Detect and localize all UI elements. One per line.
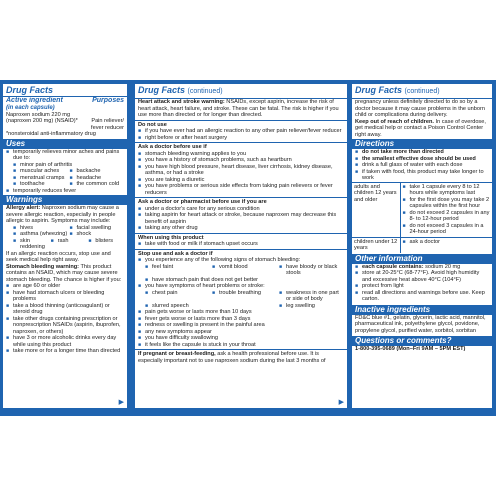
heart-sign: slurred speech [152,302,189,309]
allergy-label: Allergy alert: [6,205,41,211]
divider [135,249,347,250]
bullet-icon: ■ [138,341,142,348]
bullet-icon: ■ [6,315,10,322]
bullet-icon: ■ [13,181,17,187]
direction-item: the smallest effective dose should be used [362,155,476,162]
use-item: menstrual cramps [20,174,65,181]
stop-sign: feel faint [152,263,174,270]
do-not-use-item: right before or after heart surgery [145,134,228,141]
heart-sign: chest pain [152,289,178,296]
uses-intro: temporarily relieves minor aches and pains due to: [13,148,120,161]
bullet-icon: ■ [6,348,10,354]
dir-child-item: ask a doctor [409,238,440,245]
heart-sign: weakness in one part or side of body [286,289,339,302]
direction-item: drink a full glass of water with each dose [362,162,463,168]
when-using-item: take with food or milk if stomach upset occurs [145,241,258,247]
pregnancy-continued: pregnancy unless definitely directed to do so by a doctor because it may cause problems in the unborn child or complications during delivery. [355,99,485,118]
direction-item: do not take more than directed [362,149,444,155]
uses-fever: temporarily reduces fever [13,187,77,194]
bullet-icon: ■ [138,241,142,247]
allergy-item: facial swelling [76,224,112,231]
pregnancy-text: ask a health professional before use. It is especially important not to use naproxen sodium during the last 3 months of [138,351,326,364]
purpose-line1: Pain reliever/ [91,118,124,124]
other-info-title: Other information [352,254,492,264]
other-item: each capsule contains: [362,263,424,270]
stop-use-heading: Stop use and ask a doctor if [138,250,213,257]
use-item: minor pain of arthritis [20,161,73,168]
bullet-icon: ■ [6,335,10,341]
bullet-icon: ■ [402,222,406,229]
bullet-icon: ■ [138,150,142,157]
direction-item: if taken with food, this product may take longer to work [362,168,484,181]
panel3-title-cont: (continued) [404,88,440,95]
bullet-icon: ■ [279,302,283,309]
bullet-icon: ■ [145,302,149,309]
panel1-title: Drug Facts [3,84,127,97]
inactive-text: FD&C blue #1, gelatin, glycerin, lactic acid, mannitol, pharmaceutical ink, polyethylene glycol, povidone, propylene glycol, purified water, sorbitol, sorbitan [355,314,486,334]
bleed-item: take more or for a longer time than directed [13,348,121,354]
allergy-item: skin reddening [20,237,45,250]
divider [135,197,347,198]
use-item: the common cold [76,181,120,187]
bullet-icon: ■ [6,302,10,309]
do-not-use-heading: Do not use [138,121,167,128]
bullet-icon: ■ [138,283,142,289]
bullet-icon: ■ [138,157,142,163]
allergy-item: shock [76,231,92,237]
dir-child-label: children under 12 years [352,237,400,253]
bleed-item: are age 60 or older [13,283,61,289]
bullet-icon: ■ [88,237,92,244]
bullet-icon: ■ [212,263,216,270]
panel2-title-cont: (continued) [187,88,223,95]
allergy-after: If an allergic reaction occurs, stop use and seek medical help right away. [6,250,111,263]
bullet-icon: ■ [138,322,142,328]
bullet-icon: ■ [138,183,142,189]
sodium-content: sodium 20 mg [425,263,461,270]
bullet-icon: ■ [6,148,10,155]
keep-out-label: Keep out of reach of children. [355,118,434,125]
bleed-item: take other drugs containing prescription or nonprescription NSAIDs (aspirin, ibuprofen, naproxen, or others) [13,315,121,335]
ingredient-line1: Naproxen sodium 220 mg [6,111,71,118]
drug-facts-panel-3 [352,84,492,408]
stop-more-item: it feels like the capsule is stuck in your throat [145,341,256,348]
do-not-use-item: if you have ever had an allergic reaction to any other pain reliever/fever reducer [145,128,342,134]
bullet-icon: ■ [279,263,283,270]
heart-sign: trouble breathing [219,289,261,296]
other-item: protect from light [362,283,404,289]
pregnancy-label: If pregnant or breast-feeding, [138,351,216,357]
nsaid-footnote: *nonsteroidal anti-inflammatory drug [6,131,96,137]
table-row [352,182,492,237]
bullet-icon: ■ [355,149,359,155]
bullet-icon: ■ [355,289,359,296]
bullet-icon: ■ [355,270,359,276]
uses-title: Uses [3,139,127,149]
bullet-icon: ■ [6,283,10,289]
bullet-icon: ■ [145,276,149,283]
divider [135,120,347,121]
bullet-icon: ■ [13,231,17,237]
divider [135,349,347,350]
bullet-icon: ■ [138,128,142,134]
stop-more-item: you have difficulty swallowing [145,335,218,341]
bullet-icon: ■ [13,168,17,174]
bullet-icon: ■ [355,162,359,168]
stop-more-item: redness or swelling is present in the painful area [145,322,265,328]
inactive-label: Inactive ingredients [355,304,431,314]
dir-adult-item: for the first dose you may take 2 capsules within the first hour [409,196,490,209]
bullet-icon: ■ [6,289,10,296]
use-item: headache [76,174,102,181]
allergy-item: asthma (wheezing) [20,231,68,237]
continue-arrow-icon: ▶ [338,398,344,406]
bullet-icon: ■ [402,196,406,203]
active-ingredient-heading: Active ingredient [6,97,63,104]
bullet-icon: ■ [13,174,17,181]
purpose-line2: fever reducer [91,124,124,131]
bullet-icon: ■ [50,237,54,244]
dir-adult-item: do not exceed 3 capsules in a 24-hour period [409,222,484,235]
stop-more-item: fever gets worse or lasts more than 3 days [145,315,251,322]
stop-more-item: pain gets worse or lasts more than 10 days [145,309,252,315]
bullet-icon: ■ [355,155,359,162]
heart-text: NSAIDs, except aspirin, increase the risk of heart attack, heart failure, and stroke. These can be fatal. The risk is higher if you use more than directed or for longer than directed. [138,99,339,118]
questions-title: Questions or comments? [352,336,492,346]
warnings-title: Warnings [3,195,127,205]
bullet-icon: ■ [402,238,406,245]
bullet-icon: ■ [145,263,149,270]
table-row [352,237,492,253]
bullet-icon: ■ [69,174,73,181]
bullet-icon: ■ [69,224,73,231]
bullet-icon: ■ [13,161,17,168]
overdose-text: In case of overdose, get medical help or contact a Poison Control Center right away. [355,118,486,138]
use-item: backache [76,168,101,174]
ask-doctor-item: you have problems or serious side effects from taking pain relievers or fever reducers [145,183,333,196]
ask-doctor-item: stomach bleeding warning applies to you [145,150,247,157]
active-sub: (in each capsule) [6,105,55,111]
ask-pharmacist-item: under a doctor's care for any serious condition [145,205,260,212]
bleed-item: have 3 or more alcoholic drinks every day while using this product [13,335,117,348]
heart-label: Heart attack and stroke warning: [138,99,225,105]
dir-adult-item: do not exceed 2 capsules in any 8- to 12-hour period [409,209,490,222]
panel3-title: Drug Facts [355,85,403,95]
bullet-icon: ■ [279,289,283,296]
bleed-label: Stomach bleeding warning: [6,263,80,270]
ask-doctor-heading: Ask a doctor before use if [138,144,207,150]
bullet-icon: ■ [212,289,216,296]
bleed-text: This product contains an NSAID, which may cause severe stomach bleeding. The chance is higher if you: [6,263,122,283]
bullet-icon: ■ [138,225,142,231]
bullet-icon: ■ [69,168,73,174]
bullet-icon: ■ [6,187,10,194]
ask-pharmacist-item: taking aspirin for heart attack or stroke, because naproxen may decrease this benefit of aspirin [145,212,337,225]
allergy-item: hives [20,224,34,231]
bullet-icon: ■ [402,183,406,190]
bullet-icon: ■ [13,237,17,244]
bullet-icon: ■ [138,315,142,322]
bullet-icon: ■ [355,283,359,289]
ask-doctor-item: you are taking a diuretic [145,176,205,183]
bullet-icon: ■ [138,212,142,218]
continue-arrow-icon: ▶ [118,398,124,406]
bullet-icon: ■ [138,163,142,170]
other-item: store at 20-25°C (68-77°F). Avoid high humidity and excessive heat above 40°C (104°F) [362,270,480,283]
drug-facts-panel-1 [3,84,127,408]
ask-pharmacist-item: taking any other drug [145,225,198,231]
bullet-icon: ■ [355,168,359,175]
use-item: muscular aches [20,168,60,174]
bullet-icon: ■ [69,231,73,237]
ask-doctor-item: you have a history of stomach problems, such as heartburn [145,157,292,163]
directions-title: Directions [352,139,492,149]
dir-adult-label: adults and children 12 years and older [352,182,400,237]
divider [135,233,347,234]
heart-signs-intro: you have symptoms of heart problems or stroke: [145,283,265,289]
bullet-icon: ■ [69,181,73,187]
bullet-icon: ■ [138,335,142,341]
bullet-icon: ■ [355,263,359,270]
stop-more-item: any new symptoms appear [145,328,212,335]
drug-facts-panel-2 [135,84,347,408]
purposes-heading: Purposes [92,97,124,104]
bullet-icon: ■ [13,224,17,231]
stop-sign: have bloody or black stools [286,263,338,276]
bullet-icon: ■ [138,205,142,212]
dir-adult-item: take 1 capsule every 8 to 12 hours while symptoms last [409,183,480,196]
bullet-icon: ■ [138,257,142,263]
bullet-icon: ■ [138,134,142,141]
heart-sign: leg swelling [286,302,315,309]
ask-doctor-item: you have high blood pressure, heart disease, liver cirrhosis, kidney disease, asthma, or had a stroke [145,163,333,176]
bullet-icon: ■ [402,209,406,216]
allergy-text: Naproxen sodium may cause a severe allergic reaction, especially in people allergic to aspirin. Symptoms may include: [6,205,119,224]
when-using-heading: When using this product [138,234,204,241]
ingredient-line2: (naproxen 200 mg) (NSAID)* [6,118,78,124]
ask-pharmacist-heading: Ask a doctor or pharmacist before use if you are [138,199,267,205]
bleed-item: take a blood thinning (anticoagulant) or steroid drug [13,302,110,315]
use-item: toothache [20,181,45,187]
bullet-icon: ■ [145,289,149,296]
stop-intro: you experience any of the following signs of stomach bleeding: [145,257,301,263]
panel2-title: Drug Facts [138,85,186,95]
bullet-icon: ■ [138,328,142,335]
directions-table [352,182,492,253]
other-item: read all directions and warnings before use. Keep carton. [362,289,485,302]
allergy-item: rash [57,237,69,244]
stop-sign: vomit blood [219,263,248,270]
bullet-icon: ■ [138,309,142,315]
stop-sign: have stomach pain that does not get better [152,276,259,283]
phone-number: 1-800-395-0689 (Mon–Fri 9AM – 5PM EST) [355,346,466,352]
bullet-icon: ■ [138,176,142,183]
bleed-item: have had stomach ulcers or bleeding problems [13,289,105,302]
allergy-item: blisters [95,237,114,244]
divider [135,142,347,143]
